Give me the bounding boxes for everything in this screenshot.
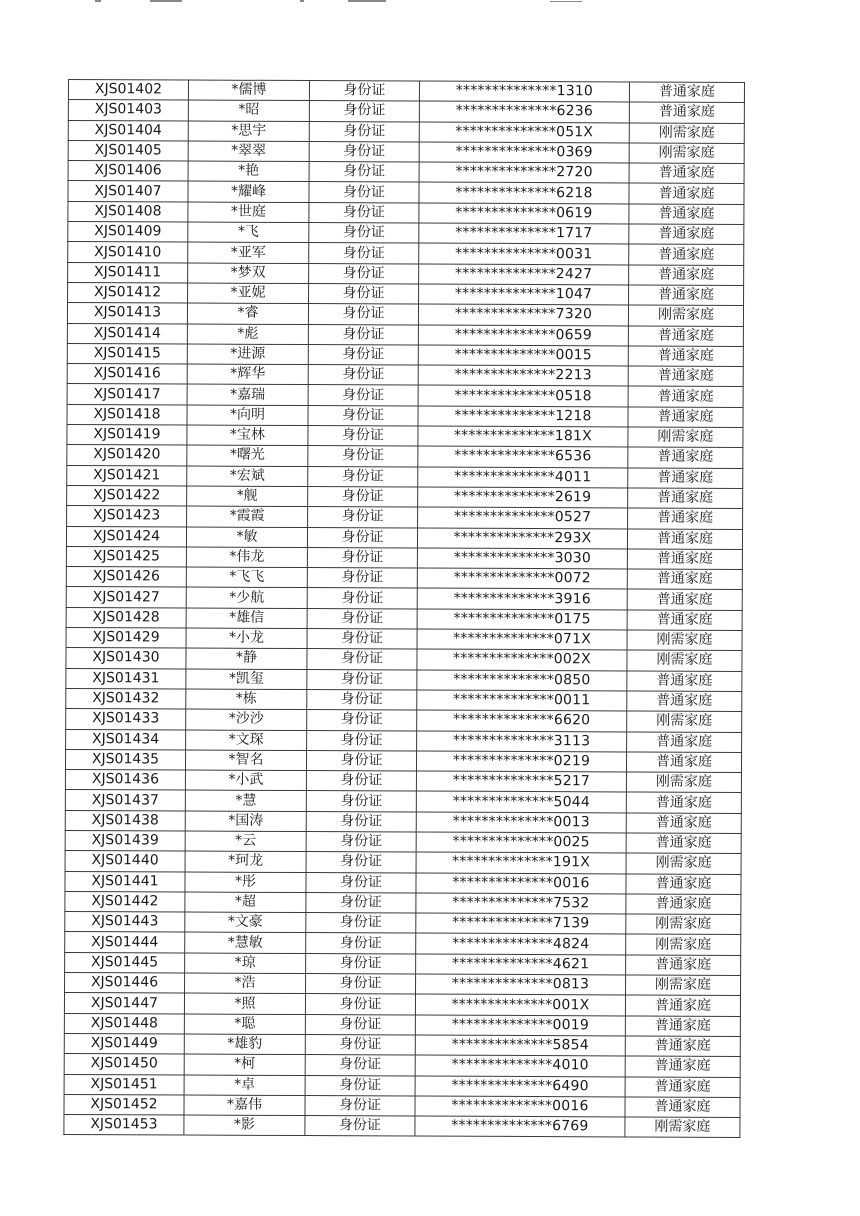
- applicant-number-cell: XJS01435: [65, 749, 185, 770]
- id-type-cell: 身份证: [307, 730, 417, 751]
- applicant-number-cell: XJS01431: [66, 668, 186, 689]
- scan-artifact: [150, 0, 182, 2]
- id-type-cell: 身份证: [307, 568, 417, 589]
- household-type-cell: 普通家庭: [629, 204, 744, 225]
- id-type-cell: 身份证: [307, 649, 417, 670]
- applicant-name-cell: *照: [184, 993, 305, 1014]
- household-type-cell: 刚需家庭: [626, 914, 741, 935]
- applicant-name-cell: *宝林: [187, 425, 308, 446]
- household-type-cell: 刚需家庭: [627, 630, 742, 651]
- applicant-number-cell: XJS01412: [68, 282, 188, 303]
- id-number-cell: **************6769: [415, 1116, 625, 1137]
- id-type-cell: 身份证: [307, 689, 417, 710]
- household-type-cell: 刚需家庭: [628, 305, 743, 326]
- household-type-cell: 普通家庭: [627, 671, 742, 692]
- scan-artifact: [550, 1, 582, 2]
- applicant-table-body: [64, 80, 745, 1138]
- applicant-number-cell: XJS01430: [66, 648, 186, 669]
- applicant-name-cell: *霞霞: [187, 506, 308, 527]
- scan-artifact: [348, 0, 386, 2]
- id-number-cell: **************7139: [416, 913, 626, 934]
- id-number-cell: **************1218: [418, 406, 628, 427]
- applicant-number-cell: XJS01424: [66, 526, 186, 547]
- applicant-name-cell: *伟龙: [186, 547, 307, 568]
- id-number-cell: **************0016: [415, 1096, 625, 1117]
- id-number-cell: **************1717: [419, 223, 629, 244]
- applicant-name-cell: *嘉瑞: [187, 384, 308, 405]
- household-type-cell: 普通家庭: [626, 874, 741, 895]
- applicant-name-cell: *智名: [185, 750, 306, 771]
- applicant-number-cell: XJS01403: [68, 100, 188, 121]
- applicant-number-cell: XJS01440: [65, 851, 185, 872]
- id-type-cell: 身份证: [308, 507, 418, 528]
- id-number-cell: **************2720: [419, 162, 629, 183]
- applicant-number-cell: XJS01411: [68, 262, 188, 283]
- applicant-number-cell: XJS01418: [67, 404, 187, 425]
- id-type-cell: 身份证: [307, 669, 417, 690]
- household-type-cell: 刚需家庭: [627, 650, 742, 671]
- applicant-name-cell: *曙光: [187, 445, 308, 466]
- id-type-cell: 身份证: [308, 486, 418, 507]
- applicant-name-cell: *小武: [185, 770, 306, 791]
- id-number-cell: **************0813: [416, 974, 626, 995]
- id-number-cell: **************0659: [418, 325, 628, 346]
- household-type-cell: 普通家庭: [625, 995, 740, 1016]
- id-number-cell: **************0011: [417, 690, 627, 711]
- id-type-cell: 身份证: [305, 1095, 415, 1116]
- applicant-name-cell: *亚军: [188, 242, 309, 263]
- household-type-cell: 普通家庭: [626, 894, 741, 915]
- applicant-number-cell: XJS01408: [68, 201, 188, 222]
- applicant-number-cell: XJS01422: [67, 485, 187, 506]
- applicant-name-cell: *浩: [185, 973, 306, 994]
- id-type-cell: 身份证: [306, 933, 416, 954]
- id-type-cell: 身份证: [309, 101, 419, 122]
- applicant-name-cell: *影: [184, 1115, 305, 1136]
- id-number-cell: **************6236: [419, 101, 629, 122]
- applicant-name-cell: *少航: [186, 587, 307, 608]
- applicant-name-cell: *睿: [187, 303, 308, 324]
- applicant-name-cell: *栋: [186, 689, 307, 710]
- applicant-name-cell: *云: [185, 831, 306, 852]
- id-number-cell: **************7532: [416, 893, 626, 914]
- applicant-number-cell: XJS01449: [64, 1033, 184, 1054]
- applicant-name-cell: *琼: [185, 953, 306, 974]
- id-number-cell: **************4824: [416, 933, 626, 954]
- applicant-name-cell: *儒博: [188, 80, 309, 101]
- id-type-cell: 身份证: [308, 446, 418, 467]
- id-type-cell: 身份证: [306, 872, 416, 893]
- household-type-cell: 普通家庭: [627, 528, 742, 549]
- household-type-cell: 刚需家庭: [626, 975, 741, 996]
- applicant-number-cell: XJS01437: [65, 790, 185, 811]
- household-type-cell: 刚需家庭: [626, 772, 741, 793]
- id-number-cell: **************0072: [417, 568, 627, 589]
- applicant-name-cell: *飞飞: [186, 567, 307, 588]
- applicant-number-cell: XJS01414: [67, 323, 187, 344]
- applicant-number-cell: XJS01415: [67, 343, 187, 364]
- applicant-name-cell: *飞: [188, 222, 309, 243]
- id-number-cell: **************293X: [417, 528, 627, 549]
- applicant-name-cell: *凯玺: [186, 669, 307, 690]
- household-type-cell: 刚需家庭: [627, 711, 742, 732]
- id-type-cell: 身份证: [307, 629, 417, 650]
- id-number-cell: **************0016: [416, 873, 626, 894]
- applicant-name-cell: *文琛: [186, 730, 307, 751]
- applicant-table: [63, 79, 745, 1138]
- id-number-cell: **************181X: [418, 426, 628, 447]
- id-type-cell: 身份证: [309, 182, 419, 203]
- id-type-cell: 身份证: [305, 994, 415, 1015]
- applicant-name-cell: *彪: [187, 324, 308, 345]
- applicant-number-cell: XJS01429: [66, 628, 186, 649]
- applicant-number-cell: XJS01407: [68, 181, 188, 202]
- id-type-cell: 身份证: [306, 791, 416, 812]
- applicant-number-cell: XJS01442: [65, 891, 185, 912]
- id-number-cell: **************4011: [418, 467, 628, 488]
- id-type-cell: 身份证: [306, 953, 416, 974]
- applicant-number-cell: XJS01451: [64, 1074, 184, 1095]
- id-type-cell: 身份证: [309, 243, 419, 264]
- household-type-cell: 普通家庭: [629, 183, 744, 204]
- applicant-name-cell: *沙沙: [186, 709, 307, 730]
- household-type-cell: 普通家庭: [628, 326, 743, 347]
- applicant-number-cell: XJS01416: [67, 364, 187, 385]
- household-type-cell: 普通家庭: [627, 589, 742, 610]
- id-type-cell: 身份证: [306, 892, 416, 913]
- household-type-cell: 普通家庭: [629, 285, 744, 306]
- household-type-cell: 普通家庭: [627, 610, 742, 631]
- id-number-cell: **************051X: [419, 122, 629, 143]
- applicant-number-cell: XJS01409: [68, 222, 188, 243]
- household-type-cell: 普通家庭: [629, 82, 744, 103]
- applicant-number-cell: XJS01405: [68, 140, 188, 161]
- applicant-number-cell: XJS01438: [65, 810, 185, 831]
- applicant-number-cell: XJS01445: [65, 952, 185, 973]
- applicant-name-cell: *雄豹: [184, 1034, 305, 1055]
- applicant-name-cell: *亚妮: [188, 283, 309, 304]
- id-type-cell: 身份证: [305, 1116, 415, 1137]
- applicant-name-cell: *静: [186, 648, 307, 669]
- household-type-cell: 普通家庭: [625, 1036, 740, 1057]
- applicant-name-cell: *辉华: [187, 364, 308, 385]
- applicant-number-cell: XJS01439: [65, 830, 185, 851]
- id-type-cell: 身份证: [306, 750, 416, 771]
- household-type-cell: 普通家庭: [628, 447, 743, 468]
- id-type-cell: 身份证: [307, 547, 417, 568]
- id-type-cell: 身份证: [306, 832, 416, 853]
- applicant-number-cell: XJS01448: [64, 1013, 184, 1034]
- id-number-cell: **************002X: [417, 649, 627, 670]
- applicant-name-cell: *超: [185, 892, 306, 913]
- applicant-number-cell: XJS01417: [67, 384, 187, 405]
- id-number-cell: **************0619: [419, 203, 629, 224]
- id-type-cell: 身份证: [308, 365, 418, 386]
- applicant-number-cell: XJS01447: [64, 993, 184, 1014]
- id-type-cell: 身份证: [306, 771, 416, 792]
- id-number-cell: **************3030: [417, 548, 627, 569]
- id-type-cell: 身份证: [309, 284, 419, 305]
- applicant-name-cell: *翠翠: [188, 141, 309, 162]
- id-type-cell: 身份证: [305, 1055, 415, 1076]
- id-type-cell: 身份证: [306, 913, 416, 934]
- household-type-cell: 普通家庭: [625, 1097, 740, 1118]
- applicant-name-cell: *雄信: [186, 608, 307, 629]
- applicant-name-cell: *世庭: [188, 202, 309, 223]
- id-type-cell: 身份证: [307, 527, 417, 548]
- scan-artifact: [95, 0, 101, 2]
- id-type-cell: 身份证: [309, 81, 419, 102]
- applicant-name-cell: *小龙: [186, 628, 307, 649]
- household-type-cell: 普通家庭: [628, 386, 743, 407]
- applicant-name-cell: *宏斌: [187, 466, 308, 487]
- id-number-cell: **************6536: [418, 446, 628, 467]
- id-number-cell: **************0015: [418, 345, 628, 366]
- id-number-cell: **************0031: [419, 243, 629, 264]
- id-type-cell: 身份证: [309, 263, 419, 284]
- household-type-cell: 普通家庭: [626, 813, 741, 834]
- applicant-number-cell: XJS01452: [64, 1094, 184, 1115]
- applicant-number-cell: XJS01453: [64, 1115, 184, 1136]
- id-number-cell: **************6620: [417, 710, 627, 731]
- applicant-number-cell: XJS01404: [68, 120, 188, 141]
- household-type-cell: 普通家庭: [628, 366, 743, 387]
- id-number-cell: **************0369: [419, 142, 629, 163]
- id-type-cell: 身份证: [306, 811, 416, 832]
- id-type-cell: 身份证: [309, 162, 419, 183]
- applicant-name-cell: *彤: [185, 872, 306, 893]
- household-type-cell: 刚需家庭: [626, 853, 741, 874]
- applicant-number-cell: XJS01413: [67, 303, 187, 324]
- scan-artifact: [300, 0, 304, 2]
- applicant-number-cell: XJS01428: [66, 607, 186, 628]
- applicant-name-cell: *思宇: [188, 121, 309, 142]
- household-type-cell: 刚需家庭: [628, 427, 743, 448]
- id-type-cell: 身份证: [309, 141, 419, 162]
- household-type-cell: 普通家庭: [627, 549, 742, 570]
- applicant-number-cell: XJS01406: [68, 161, 188, 182]
- household-type-cell: 普通家庭: [626, 955, 741, 976]
- id-number-cell: **************1047: [419, 284, 629, 305]
- household-type-cell: 普通家庭: [628, 468, 743, 489]
- id-type-cell: 身份证: [305, 1014, 415, 1035]
- applicant-name-cell: *慧敏: [185, 932, 306, 953]
- applicant-name-cell: *柯: [184, 1054, 305, 1075]
- id-number-cell: **************5854: [415, 1035, 625, 1056]
- id-number-cell: **************2213: [418, 365, 628, 386]
- household-type-cell: 刚需家庭: [629, 143, 744, 164]
- id-number-cell: **************191X: [416, 852, 626, 873]
- id-number-cell: **************3113: [417, 731, 627, 752]
- applicant-name-cell: *向明: [187, 405, 308, 426]
- applicant-number-cell: XJS01441: [65, 871, 185, 892]
- id-type-cell: 身份证: [308, 304, 418, 325]
- id-number-cell: **************071X: [417, 629, 627, 650]
- id-type-cell: 身份证: [309, 121, 419, 142]
- applicant-name-cell: *慧: [185, 790, 306, 811]
- id-number-cell: **************6218: [419, 183, 629, 204]
- household-type-cell: 刚需家庭: [629, 123, 744, 144]
- household-type-cell: 普通家庭: [629, 265, 744, 286]
- id-number-cell: **************0013: [416, 812, 626, 833]
- applicant-name-cell: *敏: [186, 527, 307, 548]
- applicant-number-cell: XJS01426: [66, 567, 186, 588]
- household-type-cell: 普通家庭: [627, 731, 742, 752]
- household-type-cell: 普通家庭: [629, 163, 744, 184]
- household-type-cell: 普通家庭: [629, 244, 744, 265]
- id-type-cell: 身份证: [309, 202, 419, 223]
- applicant-name-cell: *梦双: [188, 263, 309, 284]
- table-row: [64, 1115, 740, 1138]
- applicant-number-cell: XJS01434: [66, 729, 186, 750]
- id-type-cell: 身份证: [308, 385, 418, 406]
- household-type-cell: 普通家庭: [625, 1056, 740, 1077]
- id-number-cell: **************001X: [415, 994, 625, 1015]
- household-type-cell: 普通家庭: [628, 508, 743, 529]
- household-type-cell: 普通家庭: [625, 1076, 740, 1097]
- applicant-name-cell: *舰: [187, 486, 308, 507]
- id-number-cell: **************0850: [417, 670, 627, 691]
- id-type-cell: 身份证: [308, 466, 418, 487]
- applicant-name-cell: *进源: [187, 344, 308, 365]
- applicant-name-cell: *文豪: [185, 912, 306, 933]
- applicant-name-cell: *昭: [188, 100, 309, 121]
- id-number-cell: **************5217: [416, 771, 626, 792]
- applicant-name-cell: *卓: [184, 1075, 305, 1096]
- applicant-number-cell: XJS01450: [64, 1054, 184, 1075]
- id-number-cell: **************0527: [418, 507, 628, 528]
- applicant-number-cell: XJS01432: [66, 688, 186, 709]
- id-type-cell: 身份证: [308, 344, 418, 365]
- household-type-cell: 普通家庭: [628, 488, 743, 509]
- applicant-number-cell: XJS01402: [68, 80, 188, 101]
- id-number-cell: **************0019: [415, 1015, 625, 1036]
- household-type-cell: 普通家庭: [626, 833, 741, 854]
- applicant-number-cell: XJS01446: [65, 973, 185, 994]
- id-number-cell: **************0518: [418, 385, 628, 406]
- applicant-name-cell: *国涛: [185, 811, 306, 832]
- household-type-cell: 普通家庭: [627, 691, 742, 712]
- id-number-cell: **************0175: [417, 609, 627, 630]
- id-number-cell: **************6490: [415, 1076, 625, 1097]
- household-type-cell: 普通家庭: [628, 346, 743, 367]
- household-type-cell: 刚需家庭: [625, 1117, 740, 1138]
- id-number-cell: **************5044: [416, 791, 626, 812]
- id-type-cell: 身份证: [308, 405, 418, 426]
- applicant-name-cell: *艳: [188, 161, 309, 182]
- applicant-number-cell: XJS01410: [68, 242, 188, 263]
- id-type-cell: 身份证: [306, 852, 416, 873]
- applicant-name-cell: *耀峰: [188, 182, 309, 203]
- id-type-cell: 身份证: [307, 588, 417, 609]
- id-type-cell: 身份证: [308, 324, 418, 345]
- id-type-cell: 身份证: [307, 608, 417, 629]
- id-type-cell: 身份证: [306, 974, 416, 995]
- id-type-cell: 身份证: [307, 710, 417, 731]
- id-type-cell: 身份证: [305, 1075, 415, 1096]
- applicant-number-cell: XJS01433: [66, 709, 186, 730]
- id-number-cell: **************4010: [415, 1055, 625, 1076]
- applicant-number-cell: XJS01444: [65, 932, 185, 953]
- applicant-number-cell: XJS01443: [65, 912, 185, 933]
- id-type-cell: 身份证: [308, 426, 418, 447]
- id-number-cell: **************1310: [419, 81, 629, 102]
- id-number-cell: **************2619: [418, 487, 628, 508]
- applicant-name-cell: *聪: [184, 1014, 305, 1035]
- id-number-cell: **************7320: [418, 304, 628, 325]
- household-type-cell: 普通家庭: [629, 102, 744, 123]
- applicant-name-cell: *嘉伟: [184, 1095, 305, 1116]
- household-type-cell: 刚需家庭: [626, 934, 741, 955]
- applicant-number-cell: XJS01419: [67, 425, 187, 446]
- household-type-cell: 普通家庭: [629, 224, 744, 245]
- applicant-number-cell: XJS01427: [66, 587, 186, 608]
- household-type-cell: 普通家庭: [626, 792, 741, 813]
- household-type-cell: 普通家庭: [626, 752, 741, 773]
- id-type-cell: 身份证: [305, 1034, 415, 1055]
- id-number-cell: **************2427: [419, 264, 629, 285]
- applicant-number-cell: XJS01420: [67, 445, 187, 466]
- id-type-cell: 身份证: [309, 223, 419, 244]
- applicant-number-cell: XJS01436: [65, 770, 185, 791]
- household-type-cell: 普通家庭: [625, 1016, 740, 1037]
- applicant-name-cell: *珂龙: [185, 851, 306, 872]
- applicant-number-cell: XJS01425: [66, 546, 186, 567]
- applicant-number-cell: XJS01423: [67, 506, 187, 527]
- id-number-cell: **************0219: [416, 751, 626, 772]
- household-type-cell: 普通家庭: [628, 407, 743, 428]
- household-type-cell: 普通家庭: [627, 569, 742, 590]
- id-number-cell: **************4621: [416, 954, 626, 975]
- id-number-cell: **************3916: [417, 588, 627, 609]
- applicant-number-cell: XJS01421: [67, 465, 187, 486]
- id-number-cell: **************0025: [416, 832, 626, 853]
